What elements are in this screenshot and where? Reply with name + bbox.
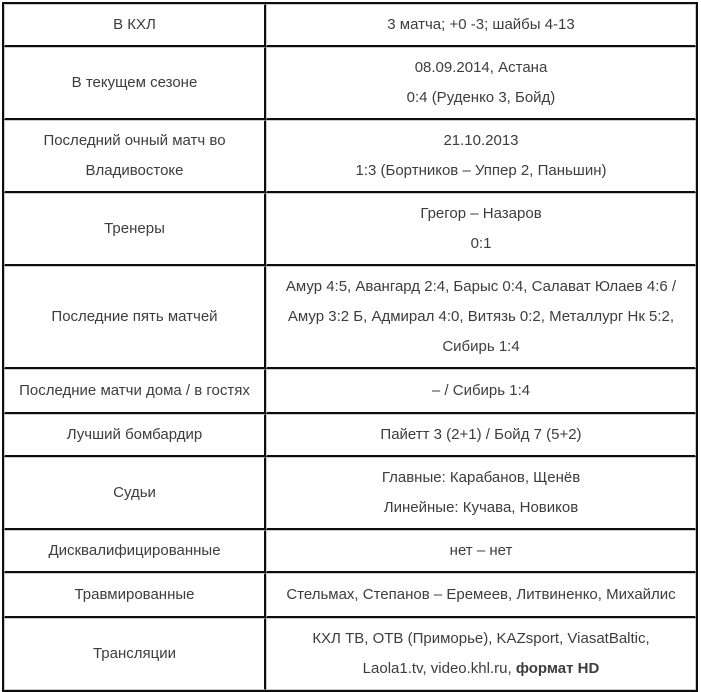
hd-format-label: формат HD xyxy=(515,660,600,677)
row-label: Судьи xyxy=(113,484,156,501)
row-label: Лучший бомбардир xyxy=(66,426,203,443)
row-label: Последний очный матч во Владивостоке xyxy=(43,132,226,179)
row-label-cell xyxy=(4,414,266,457)
row-label: В текущем сезоне xyxy=(71,74,198,91)
value-line: Грегор – Назаров xyxy=(420,205,542,222)
row-label: Тренеры xyxy=(104,220,165,237)
row-label-cell xyxy=(4,457,266,530)
row-label: Трансляции xyxy=(92,645,176,662)
value-line: 08.09.2014, Астана xyxy=(414,59,548,76)
row-value xyxy=(281,624,681,684)
value-line: 0:4 (Руденко 3, Бойд) xyxy=(406,89,556,106)
row-value: нет – нет xyxy=(449,542,513,559)
table-row-last-home-away xyxy=(4,369,696,414)
table-row-current-season xyxy=(4,47,696,120)
row-label-cell xyxy=(4,193,266,266)
row-label: В КХЛ xyxy=(113,16,156,33)
row-value-cell xyxy=(266,573,696,618)
row-value: Пайетт 3 (2+1) / Бойд 7 (5+2) xyxy=(380,426,582,443)
row-value-cell xyxy=(266,457,696,530)
row-value-cell xyxy=(266,266,696,369)
table-row-referees xyxy=(4,457,696,530)
value-line: 21.10.2013 xyxy=(443,132,519,149)
row-value: 3 матча; +0 -3; шайбы 4-13 xyxy=(387,16,575,33)
value-line: Линейные: Кучава, Новиков xyxy=(383,499,579,516)
row-value-cell xyxy=(266,530,696,573)
row-value-cell xyxy=(266,47,696,120)
row-value: – / Сибирь 1:4 xyxy=(431,382,531,399)
row-label-cell xyxy=(4,573,266,618)
table-row-injured xyxy=(4,573,696,618)
row-value-cell xyxy=(266,369,696,414)
table-row-last-head-to-head xyxy=(4,120,696,193)
row-label-cell xyxy=(4,4,266,47)
row-label-cell xyxy=(4,530,266,573)
row-label-cell xyxy=(4,618,266,690)
value-line: Главные: Карабанов, Щенёв xyxy=(381,469,581,486)
value-line: 0:1 xyxy=(470,235,492,252)
row-value: Стельмах, Степанов – Еремеев, Литвиненко, Михайлис xyxy=(286,586,676,603)
row-value-cell xyxy=(266,4,696,47)
broadcast-list: КХЛ ТВ, ОТВ (Приморье), KAZsport, ViasatBaltic, Laola1.tv, video.khl.ru, xyxy=(312,630,650,677)
table-row-coaches xyxy=(4,193,696,266)
row-label-cell xyxy=(4,266,266,369)
table-row-disqualified xyxy=(4,530,696,573)
row-label-cell xyxy=(4,369,266,414)
row-label-cell xyxy=(4,120,266,193)
table-row-khl xyxy=(4,4,696,47)
match-info-table xyxy=(2,2,698,692)
row-label-cell xyxy=(4,47,266,120)
row-value-cell xyxy=(266,120,696,193)
value-line: 1:3 (Бортников – Уппер 2, Паньшин) xyxy=(355,162,607,179)
table-row-broadcasts xyxy=(4,618,696,690)
row-label: Последние пять матчей xyxy=(51,308,218,325)
row-value-cell xyxy=(266,618,696,690)
row-label: Последние матчи дома / в гостях xyxy=(19,382,250,399)
row-value-cell xyxy=(266,414,696,457)
table-row-last-five-matches xyxy=(4,266,696,369)
table-row-top-scorer xyxy=(4,414,696,457)
row-label: Травмированные xyxy=(74,586,195,603)
row-label: Дисквалифицированные xyxy=(48,542,221,559)
row-value: Амур 4:5, Авангард 2:4, Барыс 0:4, Салават Юлаев 4:6 / Амур 3:2 Б, Адмирал 4:0, Витязь 0:2, Металлург Нк 5:2, Сибирь 1:4 xyxy=(285,278,677,355)
row-value-cell xyxy=(266,193,696,266)
